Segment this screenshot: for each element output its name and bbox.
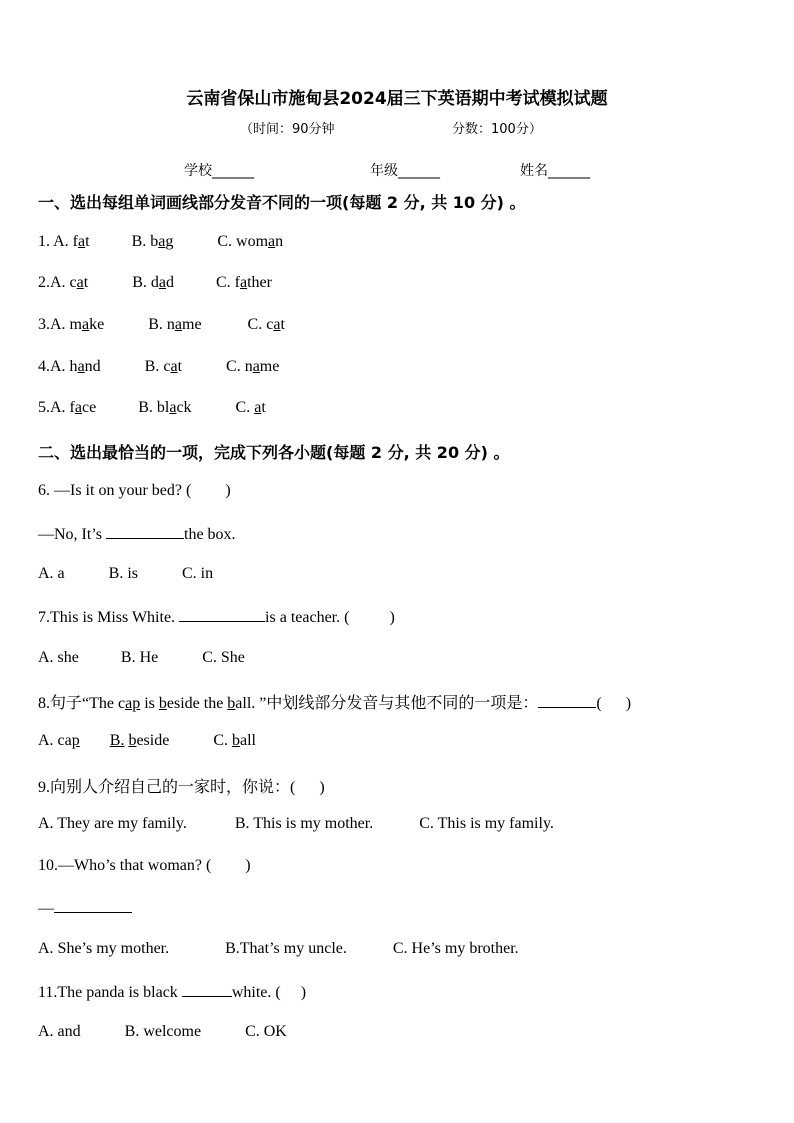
question-10: 10.—Who’s that woman? ( ) <box>38 857 251 874</box>
exam-time: （时间：90分钟 <box>240 122 335 137</box>
option-a: A. fat <box>53 233 90 250</box>
option-a: A. a <box>38 565 65 582</box>
option-c: C. cat <box>247 316 285 333</box>
option-b: B. cat <box>144 358 183 375</box>
exam-score: 分数：100分） <box>452 122 542 137</box>
option-b: B. He <box>120 649 159 666</box>
option-b: beside <box>128 732 170 749</box>
question-3: 3.A. make B. name C. cat <box>38 316 285 333</box>
option-a: A. face <box>50 399 97 416</box>
option-a: A. make <box>50 316 105 333</box>
section1-heading: 一、选出每组单词画线部分发音不同的一项(每题 2 分, 共 10 分) 。 <box>38 193 526 212</box>
option-a: A. They are my family. <box>38 815 187 832</box>
option-b: B. welcome <box>124 1023 202 1040</box>
option-c: C. at <box>235 399 266 416</box>
option-a: A. and <box>38 1023 81 1040</box>
option-b: B. is <box>108 565 138 582</box>
question-6: 6. —Is it on your bed? ( ) <box>38 482 231 499</box>
name-field: 姓名______ <box>520 163 590 179</box>
option-a: A. hand <box>50 358 101 375</box>
answer-blank[interactable] <box>182 982 232 997</box>
option-b: B. name <box>148 316 202 333</box>
answer-blank[interactable] <box>54 898 132 913</box>
question-7: 7.This is Miss White. is a teacher. ( ) <box>38 609 395 626</box>
question-6-answer-line: —No, It’s the box. <box>38 526 236 543</box>
option-c: C. father <box>216 274 272 291</box>
question-4: 4.A. hand B. cat C. name <box>38 358 280 375</box>
question-9: 9.向别人介绍自己的一家时，你说：( ) <box>38 779 325 796</box>
option-b: B. black <box>138 399 192 416</box>
option-b: B. dad <box>132 274 174 291</box>
option-a: A. She’s my mother. <box>38 940 170 957</box>
option-b: B.That’s my uncle. <box>225 940 347 957</box>
option-c: C. She <box>202 649 245 666</box>
option-c: C. name <box>226 358 280 375</box>
question-9-options <box>38 815 554 833</box>
question-11-options <box>38 1023 287 1041</box>
grade-field: 年级______ <box>370 163 440 179</box>
school-field: 学校______ <box>184 163 254 179</box>
option-a: A. cap <box>38 732 80 749</box>
option-a: A. cat <box>50 274 89 291</box>
exam-title: 云南省保山市施甸县2024届三下英语期中考试模拟试题 <box>186 89 608 109</box>
option-a: A. she <box>38 649 79 666</box>
answer-blank[interactable] <box>538 693 596 708</box>
option-c: C. ball <box>213 732 256 749</box>
option-b: B. This is my mother. <box>234 815 374 832</box>
option-c: C. He’s my brother. <box>392 940 519 957</box>
question-7-options <box>38 649 245 667</box>
question-6-options <box>38 565 213 583</box>
option-c: C. woman <box>217 233 284 250</box>
question-11: 11.The panda is black white. ( ) <box>38 984 307 1001</box>
option-b-label: B. <box>109 732 125 749</box>
question-10-answer-line: — <box>38 898 132 918</box>
option-c: C. in <box>182 565 214 582</box>
answer-blank[interactable] <box>106 524 184 539</box>
question-1: 1. A. fat B. bag C. woman <box>38 233 284 250</box>
answer-blank[interactable] <box>179 607 265 622</box>
question-8: 8.句子“The cap is beside the ball. ”中划线部分发音与其他不同的一项是： ( ) <box>38 695 632 712</box>
question-2: 2.A. cat B. dad C. father <box>38 274 272 291</box>
question-5: 5.A. face B. black C. at <box>38 399 266 416</box>
option-b: B. bag <box>131 233 174 250</box>
question-8-options <box>38 732 256 750</box>
question-10-options <box>38 940 519 958</box>
option-c: C. This is my family. <box>419 815 554 832</box>
option-c: C. OK <box>245 1023 287 1040</box>
section2-heading: 二、选出最恰当的一项，完成下列各小题(每题 2 分, 共 20 分) 。 <box>38 443 510 462</box>
